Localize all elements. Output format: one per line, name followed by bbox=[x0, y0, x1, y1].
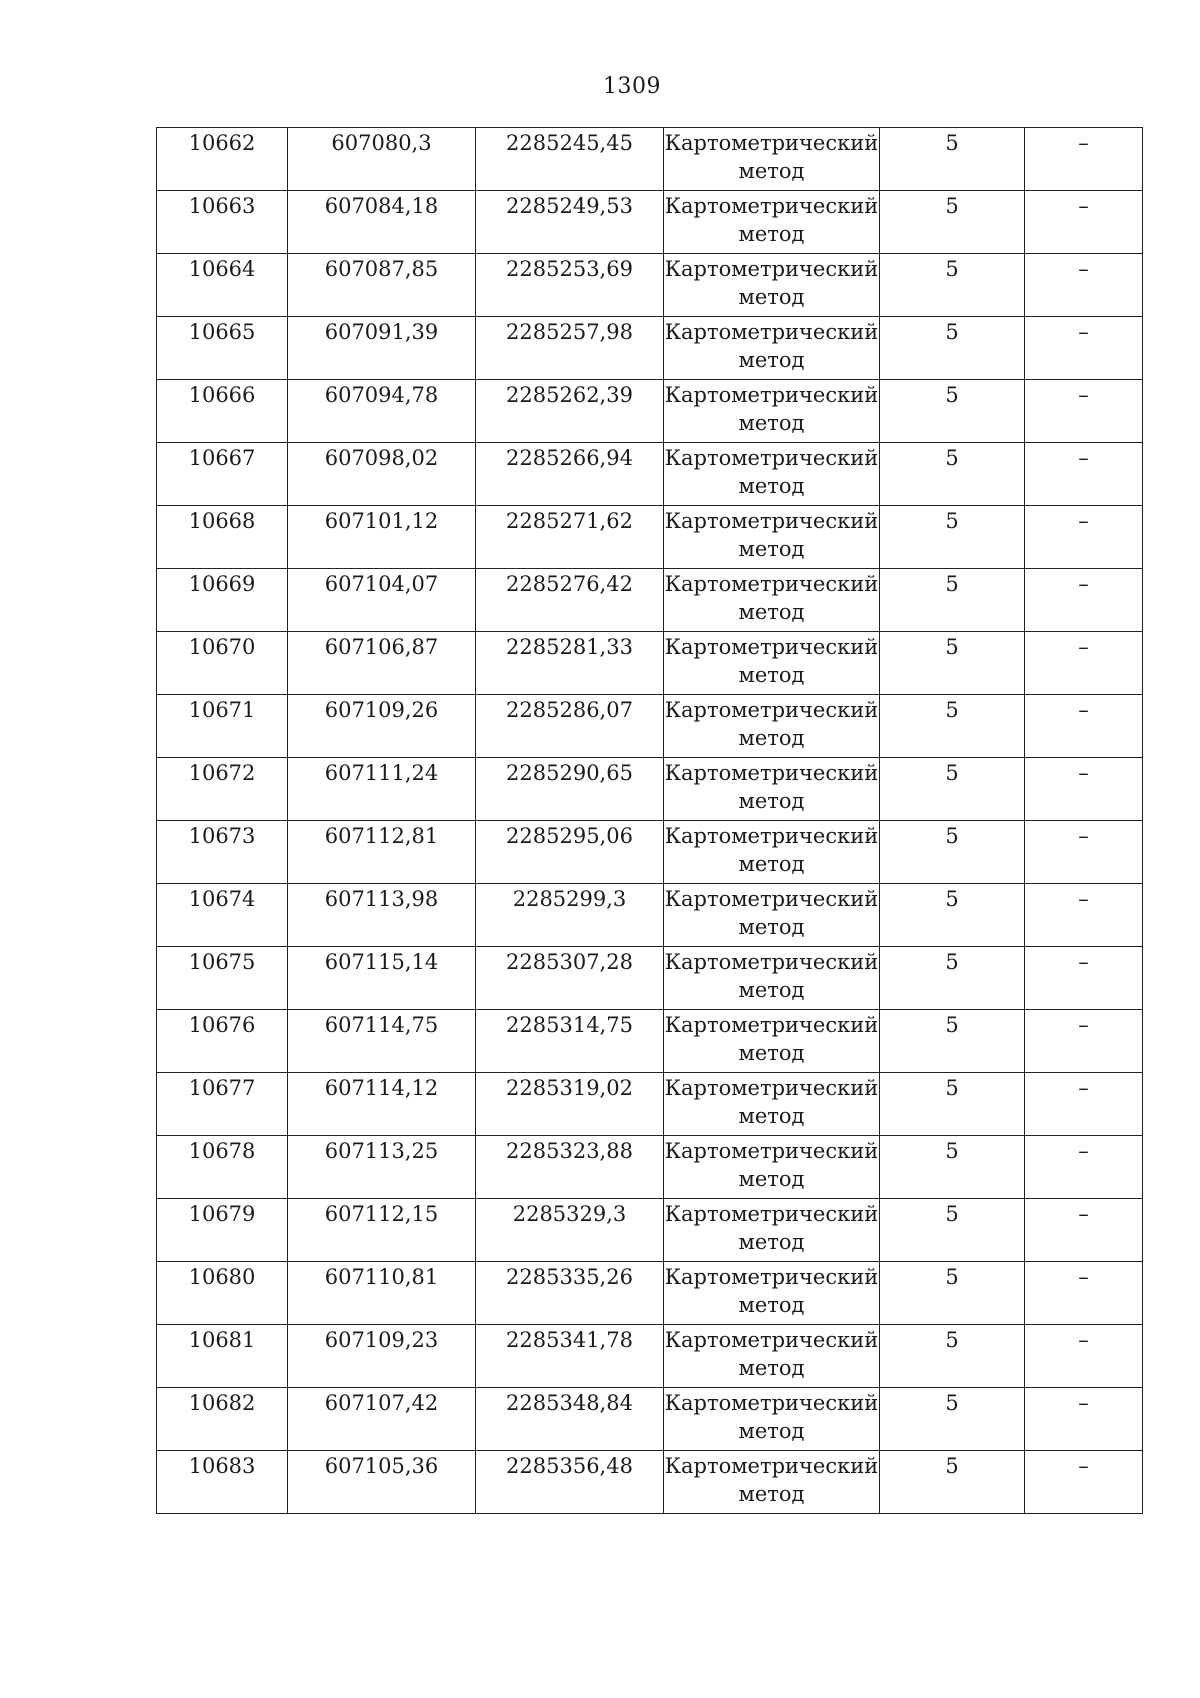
accuracy: 5 bbox=[945, 572, 959, 596]
y-coordinate: 2285286,07 bbox=[506, 698, 633, 722]
point-number-cell bbox=[157, 443, 288, 506]
y-coordinate-cell bbox=[476, 1388, 664, 1451]
y-coordinate: 2285314,75 bbox=[506, 1013, 633, 1037]
y-coordinate: 2285262,39 bbox=[506, 383, 633, 407]
note: – bbox=[1078, 1391, 1089, 1415]
accuracy-cell bbox=[880, 1073, 1025, 1136]
accuracy-cell bbox=[880, 884, 1025, 947]
point-number-cell bbox=[157, 1010, 288, 1073]
method-cell bbox=[664, 1199, 880, 1262]
table-row bbox=[157, 1073, 1143, 1136]
accuracy: 5 bbox=[945, 1454, 959, 1478]
accuracy-cell bbox=[880, 317, 1025, 380]
y-coordinate-cell bbox=[476, 821, 664, 884]
y-coordinate: 2285253,69 bbox=[506, 257, 633, 281]
point-number: 10678 bbox=[188, 1139, 256, 1163]
page-number: 1309 bbox=[603, 74, 661, 99]
y-coordinate-cell bbox=[476, 191, 664, 254]
accuracy: 5 bbox=[945, 194, 959, 218]
accuracy-cell bbox=[880, 1136, 1025, 1199]
point-number-cell bbox=[157, 695, 288, 758]
x-coordinate-cell bbox=[288, 128, 476, 191]
note: – bbox=[1078, 446, 1089, 470]
method-cell bbox=[664, 1073, 880, 1136]
method: Картометрический метод bbox=[664, 383, 879, 435]
x-coordinate-cell bbox=[288, 443, 476, 506]
x-coordinate-cell bbox=[288, 1199, 476, 1262]
method: Картометрический метод bbox=[664, 446, 879, 498]
point-number: 10682 bbox=[188, 1391, 256, 1415]
table-row bbox=[157, 884, 1143, 947]
point-number-cell bbox=[157, 1388, 288, 1451]
method-cell bbox=[664, 884, 880, 947]
point-number: 10662 bbox=[188, 131, 256, 155]
y-coordinate-cell bbox=[476, 569, 664, 632]
method-cell bbox=[664, 758, 880, 821]
method: Картометрический метод bbox=[664, 824, 879, 876]
y-coordinate-cell bbox=[476, 947, 664, 1010]
x-coordinate: 607111,24 bbox=[324, 761, 439, 785]
point-number: 10680 bbox=[188, 1265, 256, 1289]
note-cell bbox=[1025, 1325, 1143, 1388]
x-coordinate: 607112,15 bbox=[324, 1202, 439, 1226]
point-number-cell bbox=[157, 884, 288, 947]
point-number: 10667 bbox=[188, 446, 256, 470]
point-number-cell bbox=[157, 1136, 288, 1199]
point-number-cell bbox=[157, 821, 288, 884]
point-number-cell bbox=[157, 947, 288, 1010]
method: Картометрический метод bbox=[664, 1265, 879, 1317]
method: Картометрический метод bbox=[664, 1013, 879, 1065]
method-cell bbox=[664, 632, 880, 695]
table-row bbox=[157, 506, 1143, 569]
note-cell bbox=[1025, 380, 1143, 443]
table-row bbox=[157, 758, 1143, 821]
accuracy-cell bbox=[880, 506, 1025, 569]
method-cell bbox=[664, 317, 880, 380]
note-cell bbox=[1025, 1451, 1143, 1514]
accuracy-cell bbox=[880, 380, 1025, 443]
note-cell bbox=[1025, 632, 1143, 695]
method-cell bbox=[664, 569, 880, 632]
point-number-cell bbox=[157, 317, 288, 380]
accuracy: 5 bbox=[945, 635, 959, 659]
y-coordinate: 2285245,45 bbox=[506, 131, 633, 155]
y-coordinate-cell bbox=[476, 443, 664, 506]
x-coordinate: 607105,36 bbox=[324, 1454, 439, 1478]
method-cell bbox=[664, 1451, 880, 1514]
accuracy-cell bbox=[880, 821, 1025, 884]
method: Картометрический метод bbox=[664, 1454, 879, 1506]
table-row bbox=[157, 443, 1143, 506]
method-cell bbox=[664, 947, 880, 1010]
table-row bbox=[157, 1199, 1143, 1262]
table-row bbox=[157, 569, 1143, 632]
note: – bbox=[1078, 824, 1089, 848]
point-number-cell bbox=[157, 1073, 288, 1136]
accuracy-cell bbox=[880, 1325, 1025, 1388]
y-coordinate: 2285356,48 bbox=[506, 1454, 633, 1478]
note: – bbox=[1078, 1265, 1089, 1289]
y-coordinate: 2285276,42 bbox=[506, 572, 633, 596]
accuracy: 5 bbox=[945, 761, 959, 785]
x-coordinate: 607106,87 bbox=[324, 635, 439, 659]
accuracy-cell bbox=[880, 1010, 1025, 1073]
table-row bbox=[157, 1325, 1143, 1388]
table-row bbox=[157, 821, 1143, 884]
y-coordinate: 2285290,65 bbox=[506, 761, 633, 785]
note-cell bbox=[1025, 1010, 1143, 1073]
method-cell bbox=[664, 1325, 880, 1388]
note: – bbox=[1078, 131, 1089, 155]
y-coordinate-cell bbox=[476, 1262, 664, 1325]
note-cell bbox=[1025, 317, 1143, 380]
note-cell bbox=[1025, 191, 1143, 254]
table-row bbox=[157, 1262, 1143, 1325]
y-coordinate-cell bbox=[476, 1199, 664, 1262]
accuracy-cell bbox=[880, 632, 1025, 695]
y-coordinate-cell bbox=[476, 1010, 664, 1073]
y-coordinate-cell bbox=[476, 254, 664, 317]
method-cell bbox=[664, 443, 880, 506]
accuracy: 5 bbox=[945, 1202, 959, 1226]
accuracy: 5 bbox=[945, 131, 959, 155]
x-coordinate-cell bbox=[288, 254, 476, 317]
note-cell bbox=[1025, 443, 1143, 506]
point-number: 10665 bbox=[188, 320, 256, 344]
y-coordinate-cell bbox=[476, 380, 664, 443]
y-coordinate: 2285307,28 bbox=[506, 950, 633, 974]
point-number: 10670 bbox=[188, 635, 256, 659]
point-number: 10669 bbox=[188, 572, 256, 596]
y-coordinate-cell bbox=[476, 1073, 664, 1136]
x-coordinate: 607107,42 bbox=[324, 1391, 439, 1415]
note: – bbox=[1078, 698, 1089, 722]
x-coordinate-cell bbox=[288, 758, 476, 821]
x-coordinate-cell bbox=[288, 380, 476, 443]
point-number: 10681 bbox=[188, 1328, 256, 1352]
point-number: 10673 bbox=[188, 824, 256, 848]
y-coordinate: 2285271,62 bbox=[506, 509, 633, 533]
accuracy: 5 bbox=[945, 383, 959, 407]
method: Картометрический метод bbox=[664, 1391, 879, 1443]
y-coordinate: 2285299,3 bbox=[512, 887, 627, 911]
method-cell bbox=[664, 1136, 880, 1199]
accuracy-cell bbox=[880, 695, 1025, 758]
method: Картометрический метод bbox=[664, 1202, 879, 1254]
x-coordinate-cell bbox=[288, 1325, 476, 1388]
x-coordinate: 607114,12 bbox=[324, 1076, 439, 1100]
method: Картометрический метод bbox=[664, 887, 879, 939]
y-coordinate: 2285295,06 bbox=[506, 824, 633, 848]
x-coordinate-cell bbox=[288, 695, 476, 758]
y-coordinate: 2285335,26 bbox=[506, 1265, 633, 1289]
x-coordinate: 607104,07 bbox=[324, 572, 439, 596]
x-coordinate-cell bbox=[288, 1451, 476, 1514]
note-cell bbox=[1025, 1262, 1143, 1325]
accuracy-cell bbox=[880, 569, 1025, 632]
table-row bbox=[157, 191, 1143, 254]
point-number-cell bbox=[157, 569, 288, 632]
x-coordinate: 607112,81 bbox=[324, 824, 439, 848]
y-coordinate: 2285329,3 bbox=[512, 1202, 627, 1226]
method: Картометрический метод bbox=[664, 1076, 879, 1128]
method-cell bbox=[664, 695, 880, 758]
x-coordinate: 607113,25 bbox=[324, 1139, 439, 1163]
method: Картометрический метод bbox=[664, 572, 879, 624]
method: Картометрический метод bbox=[664, 950, 879, 1002]
table-row bbox=[157, 1388, 1143, 1451]
y-coordinate: 2285249,53 bbox=[506, 194, 633, 218]
note: – bbox=[1078, 572, 1089, 596]
accuracy: 5 bbox=[945, 887, 959, 911]
table-row bbox=[157, 1451, 1143, 1514]
x-coordinate-cell bbox=[288, 884, 476, 947]
point-number-cell bbox=[157, 506, 288, 569]
point-number: 10674 bbox=[188, 887, 256, 911]
table-row bbox=[157, 317, 1143, 380]
y-coordinate: 2285266,94 bbox=[506, 446, 633, 470]
table-row bbox=[157, 128, 1143, 191]
note: – bbox=[1078, 1013, 1089, 1037]
note: – bbox=[1078, 950, 1089, 974]
point-number: 10671 bbox=[188, 698, 256, 722]
accuracy: 5 bbox=[945, 320, 959, 344]
point-number-cell bbox=[157, 191, 288, 254]
y-coordinate: 2285319,02 bbox=[506, 1076, 633, 1100]
coordinates-table-body bbox=[157, 128, 1143, 1514]
note-cell bbox=[1025, 569, 1143, 632]
note: – bbox=[1078, 1202, 1089, 1226]
x-coordinate-cell bbox=[288, 821, 476, 884]
accuracy: 5 bbox=[945, 1265, 959, 1289]
x-coordinate: 607080,3 bbox=[331, 131, 432, 155]
x-coordinate: 607109,26 bbox=[324, 698, 439, 722]
point-number-cell bbox=[157, 758, 288, 821]
note-cell bbox=[1025, 1199, 1143, 1262]
method-cell bbox=[664, 128, 880, 191]
x-coordinate: 607110,81 bbox=[324, 1265, 439, 1289]
accuracy-cell bbox=[880, 1262, 1025, 1325]
accuracy-cell bbox=[880, 1388, 1025, 1451]
x-coordinate-cell bbox=[288, 317, 476, 380]
point-number-cell bbox=[157, 1262, 288, 1325]
method: Картометрический метод bbox=[664, 320, 879, 372]
y-coordinate-cell bbox=[476, 695, 664, 758]
table-row bbox=[157, 380, 1143, 443]
table-row bbox=[157, 695, 1143, 758]
note: – bbox=[1078, 1328, 1089, 1352]
point-number-cell bbox=[157, 1451, 288, 1514]
method: Картометрический метод bbox=[664, 635, 879, 687]
y-coordinate-cell bbox=[476, 1136, 664, 1199]
accuracy: 5 bbox=[945, 257, 959, 281]
accuracy: 5 bbox=[945, 446, 959, 470]
table-row bbox=[157, 947, 1143, 1010]
point-number: 10663 bbox=[188, 194, 256, 218]
x-coordinate-cell bbox=[288, 1010, 476, 1073]
x-coordinate: 607084,18 bbox=[324, 194, 439, 218]
accuracy: 5 bbox=[945, 1139, 959, 1163]
note-cell bbox=[1025, 695, 1143, 758]
method-cell bbox=[664, 254, 880, 317]
accuracy-cell bbox=[880, 128, 1025, 191]
y-coordinate: 2285323,88 bbox=[506, 1139, 633, 1163]
accuracy: 5 bbox=[945, 1013, 959, 1037]
x-coordinate-cell bbox=[288, 632, 476, 695]
method: Картометрический метод bbox=[664, 131, 879, 183]
note: – bbox=[1078, 635, 1089, 659]
accuracy-cell bbox=[880, 947, 1025, 1010]
point-number-cell bbox=[157, 1325, 288, 1388]
x-coordinate-cell bbox=[288, 191, 476, 254]
method-cell bbox=[664, 821, 880, 884]
x-coordinate-cell bbox=[288, 1073, 476, 1136]
point-number: 10675 bbox=[188, 950, 256, 974]
table-row bbox=[157, 254, 1143, 317]
y-coordinate-cell bbox=[476, 506, 664, 569]
y-coordinate-cell bbox=[476, 884, 664, 947]
x-coordinate: 607101,12 bbox=[324, 509, 439, 533]
method-cell bbox=[664, 380, 880, 443]
point-number-cell bbox=[157, 632, 288, 695]
point-number: 10679 bbox=[188, 1202, 256, 1226]
point-number-cell bbox=[157, 128, 288, 191]
y-coordinate: 2285257,98 bbox=[506, 320, 633, 344]
method: Картометрический метод bbox=[664, 1328, 879, 1380]
accuracy: 5 bbox=[945, 950, 959, 974]
method-cell bbox=[664, 1010, 880, 1073]
point-number: 10683 bbox=[188, 1454, 256, 1478]
point-number: 10668 bbox=[188, 509, 256, 533]
x-coordinate: 607113,98 bbox=[324, 887, 439, 911]
accuracy-cell bbox=[880, 443, 1025, 506]
accuracy-cell bbox=[880, 1199, 1025, 1262]
point-number: 10677 bbox=[188, 1076, 256, 1100]
x-coordinate-cell bbox=[288, 947, 476, 1010]
coordinates-table bbox=[156, 127, 1143, 1514]
note-cell bbox=[1025, 758, 1143, 821]
table-row bbox=[157, 1136, 1143, 1199]
point-number-cell bbox=[157, 1199, 288, 1262]
method-cell bbox=[664, 191, 880, 254]
y-coordinate: 2285341,78 bbox=[506, 1328, 633, 1352]
x-coordinate-cell bbox=[288, 506, 476, 569]
note-cell bbox=[1025, 1388, 1143, 1451]
accuracy-cell bbox=[880, 254, 1025, 317]
point-number-cell bbox=[157, 254, 288, 317]
method: Картометрический метод bbox=[664, 698, 879, 750]
method-cell bbox=[664, 1388, 880, 1451]
x-coordinate: 607109,23 bbox=[324, 1328, 439, 1352]
note: – bbox=[1078, 1139, 1089, 1163]
accuracy-cell bbox=[880, 758, 1025, 821]
y-coordinate-cell bbox=[476, 1451, 664, 1514]
y-coordinate: 2285348,84 bbox=[506, 1391, 633, 1415]
accuracy-cell bbox=[880, 191, 1025, 254]
y-coordinate-cell bbox=[476, 317, 664, 380]
method: Картометрический метод bbox=[664, 1139, 879, 1191]
accuracy: 5 bbox=[945, 1076, 959, 1100]
method: Картометрический метод bbox=[664, 509, 879, 561]
note-cell bbox=[1025, 128, 1143, 191]
x-coordinate: 607098,02 bbox=[324, 446, 439, 470]
point-number-cell bbox=[157, 380, 288, 443]
point-number: 10666 bbox=[188, 383, 256, 407]
note-cell bbox=[1025, 884, 1143, 947]
note-cell bbox=[1025, 1073, 1143, 1136]
accuracy: 5 bbox=[945, 1328, 959, 1352]
x-coordinate: 607114,75 bbox=[324, 1013, 439, 1037]
x-coordinate: 607115,14 bbox=[324, 950, 439, 974]
x-coordinate-cell bbox=[288, 1262, 476, 1325]
x-coordinate-cell bbox=[288, 1388, 476, 1451]
method: Картометрический метод bbox=[664, 761, 879, 813]
x-coordinate: 607091,39 bbox=[324, 320, 439, 344]
point-number: 10676 bbox=[188, 1013, 256, 1037]
x-coordinate: 607094,78 bbox=[324, 383, 439, 407]
accuracy: 5 bbox=[945, 1391, 959, 1415]
x-coordinate: 607087,85 bbox=[324, 257, 439, 281]
note-cell bbox=[1025, 1136, 1143, 1199]
table-row bbox=[157, 1010, 1143, 1073]
method-cell bbox=[664, 506, 880, 569]
accuracy: 5 bbox=[945, 824, 959, 848]
method-cell bbox=[664, 1262, 880, 1325]
method: Картометрический метод bbox=[664, 257, 879, 309]
method: Картометрический метод bbox=[664, 194, 879, 246]
note: – bbox=[1078, 194, 1089, 218]
note-cell bbox=[1025, 821, 1143, 884]
note: – bbox=[1078, 887, 1089, 911]
note: – bbox=[1078, 1076, 1089, 1100]
y-coordinate-cell bbox=[476, 758, 664, 821]
accuracy: 5 bbox=[945, 509, 959, 533]
y-coordinate-cell bbox=[476, 1325, 664, 1388]
point-number: 10672 bbox=[188, 761, 256, 785]
note: – bbox=[1078, 761, 1089, 785]
note: – bbox=[1078, 383, 1089, 407]
x-coordinate-cell bbox=[288, 1136, 476, 1199]
y-coordinate-cell bbox=[476, 632, 664, 695]
point-number: 10664 bbox=[188, 257, 256, 281]
note: – bbox=[1078, 509, 1089, 533]
accuracy: 5 bbox=[945, 698, 959, 722]
y-coordinate-cell bbox=[476, 128, 664, 191]
note-cell bbox=[1025, 947, 1143, 1010]
note: – bbox=[1078, 320, 1089, 344]
note: – bbox=[1078, 257, 1089, 281]
note-cell bbox=[1025, 506, 1143, 569]
y-coordinate: 2285281,33 bbox=[506, 635, 633, 659]
x-coordinate-cell bbox=[288, 569, 476, 632]
accuracy-cell bbox=[880, 1451, 1025, 1514]
note-cell bbox=[1025, 254, 1143, 317]
table-row bbox=[157, 632, 1143, 695]
note: – bbox=[1078, 1454, 1089, 1478]
